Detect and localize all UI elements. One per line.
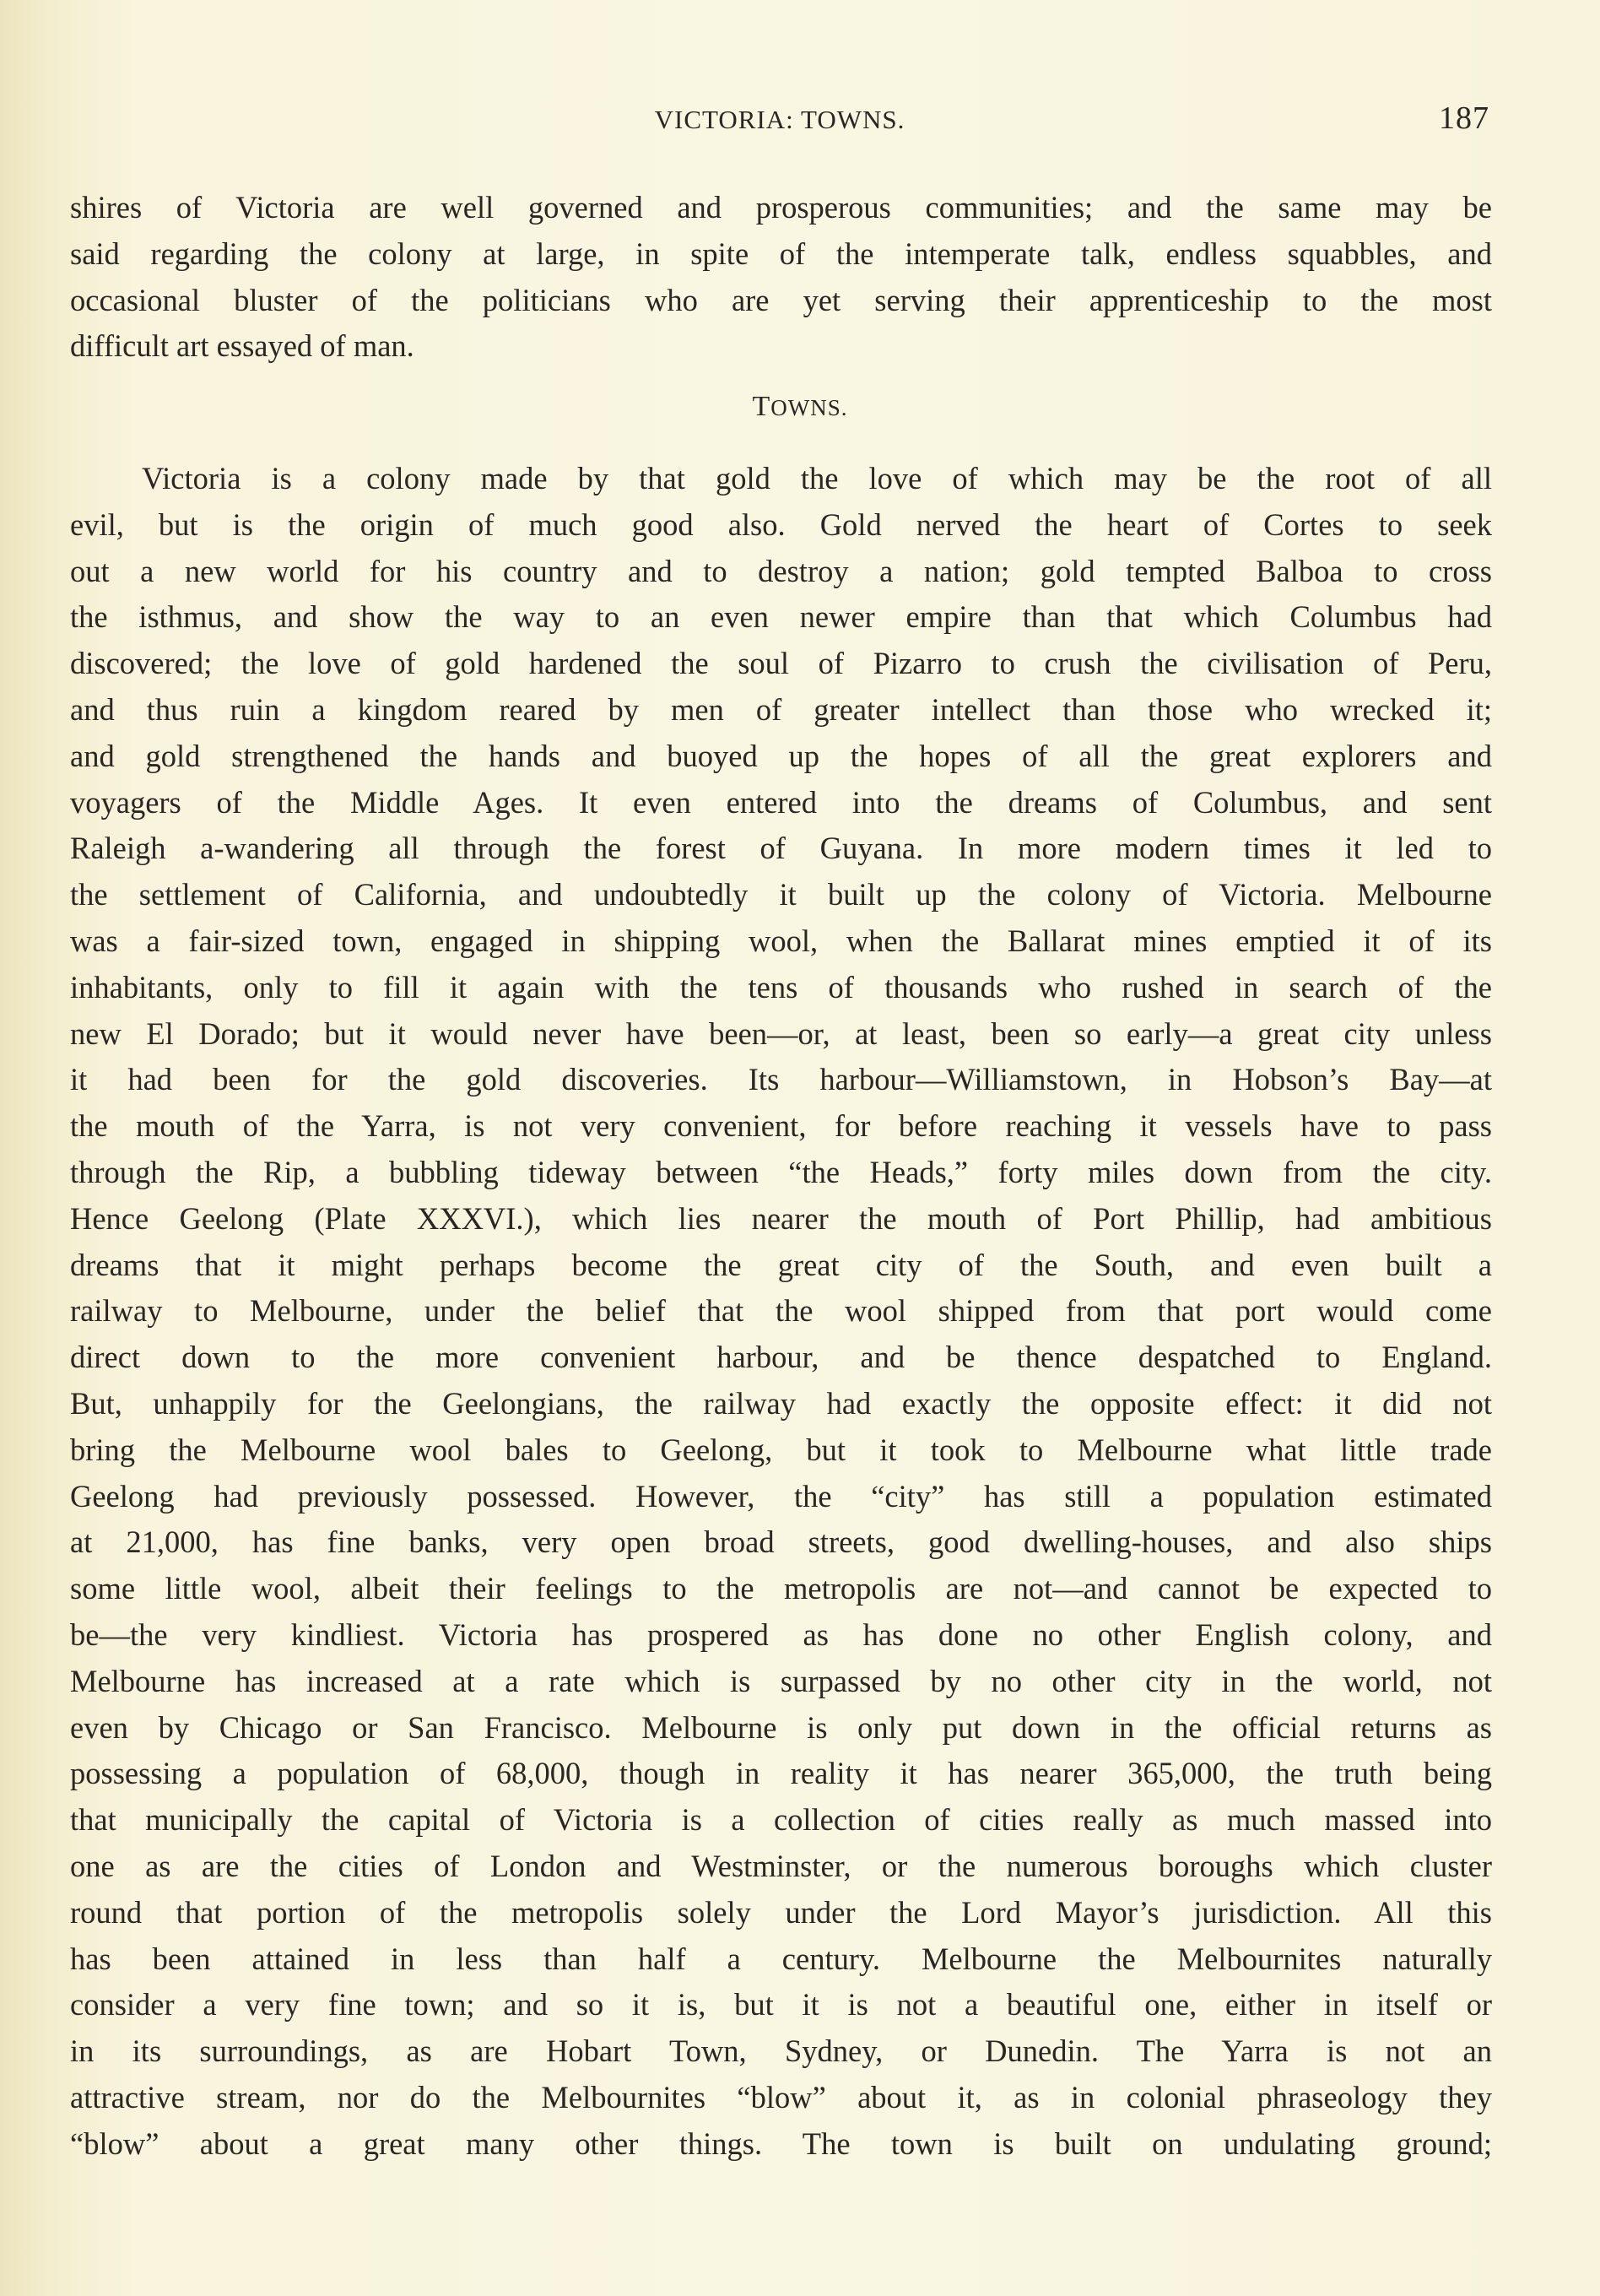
text-line: Raleigh a-wandering all through the forest of Guyana. In more modern times it led to: [70, 831, 1492, 866]
text-line: railway to Melbourne, under the belief that the wool shipped from that port would come: [70, 1293, 1492, 1329]
text-line: dreams that it might perhaps become the great city of the South, and even built a: [70, 1247, 1492, 1282]
text-line: be—the very kindliest. Victoria has prospered as has done no other English colony, and: [70, 1616, 1492, 1652]
heading-smallcaps: OWNS.: [770, 395, 848, 420]
text-line: attractive stream, nor do the Melbournites “blow” about it, as in colonial phraseology they: [70, 2079, 1492, 2115]
text-line: the settlement of California, and undoubtedly it built up the colony of Victoria. Melbourne: [70, 877, 1492, 912]
text-line: even by Chicago or San Francisco. Melbourne is only put down in the official returns as: [70, 1709, 1492, 1745]
paragraph-towns: [70, 456, 1492, 2167]
text-line: difficult art essayed of man.: [70, 328, 414, 364]
text-line: at 21,000, has fine banks, very open broad streets, good dwelling-houses, and also ships: [70, 1524, 1492, 1560]
text-line: bring the Melbourne wool bales to Geelong, but it took to Melbourne what little trade: [70, 1432, 1492, 1467]
text-line: round that portion of the metropolis solely under the Lord Mayor’s jurisdiction. All this: [70, 1894, 1492, 1930]
text-line: and gold strengthened the hands and buoyed up the hopes of all the great explorers and: [70, 738, 1492, 773]
text-line: occasional bluster of the politicians who are yet serving their apprenticeship to the most: [70, 282, 1492, 317]
text-line: out a new world for his country and to destroy a nation; gold tempted Balboa to cross: [70, 553, 1492, 588]
text-line: has been attained in less than half a century. Melbourne the Melbournites naturally: [70, 1941, 1492, 1976]
text-line: new El Dorado; but it would never have been—or, at least, been so early—a great city unless: [70, 1015, 1492, 1051]
text-line: the isthmus, and show the way to an even newer empire than that which Columbus had: [70, 599, 1492, 635]
running-head: [70, 100, 1489, 142]
heading-initial: T: [752, 391, 771, 422]
text-line: Hence Geelong (Plate XXXVI.), which lies nearer the mouth of Port Phillip, had ambitious: [70, 1200, 1492, 1236]
text-line: in its surroundings, as are Hobart Town, Sydney, or Dunedin. The Yarra is not an: [70, 2033, 1492, 2069]
text-line: it had been for the gold discoveries. Its harbour—Williamstown, in Hobson’s Bay—at: [70, 1062, 1492, 1097]
text-line: said regarding the colony at large, in spite of the intemperate talk, endless squabbles, and: [70, 236, 1492, 271]
text-line: discovered; the love of gold hardened the soul of Pizarro to crush the civilisation of Peru,: [70, 646, 1492, 681]
text-line: Melbourne has increased at a rate which is surpassed by no other city in the world, not: [70, 1663, 1492, 1698]
paragraph-continued: [70, 185, 1492, 370]
page-number: 187: [1439, 100, 1489, 136]
section-heading-towns: [0, 391, 1600, 423]
text-line: was a fair-sized town, engaged in shipping wool, when the Ballarat mines emptied it of its: [70, 923, 1492, 958]
text-line: possessing a population of 68,000, though in reality it has nearer 365,000, the truth being: [70, 1756, 1492, 1791]
text-line: voyagers of the Middle Ages. It even entered into the dreams of Columbus, and sent: [70, 784, 1492, 820]
running-title: VICTORIA: TOWNS.: [654, 105, 905, 134]
text-line: consider a very fine town; and so it is, but it is not a beautiful one, either in itself or: [70, 1987, 1492, 2023]
text-line: “blow” about a great many other things. The town is built on undulating ground;: [70, 2125, 1492, 2161]
text-line: and thus ruin a kingdom reared by men of greater intellect than those who wrecked it;: [70, 691, 1492, 727]
text-line: through the Rip, a bubbling tideway between “the Heads,” forty miles down from the city.: [70, 1154, 1492, 1189]
text-line: Victoria is a colony made by that gold the love of which may be the root of all: [142, 461, 1492, 495]
text-line: direct down to the more convenient harbour, and be thence despatched to England.: [70, 1340, 1492, 1375]
text-line: shires of Victoria are well governed and prosperous communities; and the same may be: [70, 190, 1492, 225]
text-line: the mouth of the Yarra, is not very convenient, for before reaching it vessels have to pass: [70, 1108, 1492, 1144]
text-line: But, unhappily for the Geelongians, the railway had exactly the opposite effect: it did not: [70, 1385, 1492, 1421]
text-line: inhabitants, only to fill it again with the tens of thousands who rushed in search of the: [70, 969, 1492, 1004]
text-line: some little wool, albeit their feelings to the metropolis are not—and cannot be expected to: [70, 1571, 1492, 1606]
text-line: Geelong had previously possessed. However, the “city” has still a population estimated: [70, 1478, 1492, 1514]
text-line: one as are the cities of London and Westminster, or the numerous boroughs which cluster: [70, 1848, 1492, 1883]
text-line: evil, but is the origin of much good also. Gold nerved the heart of Cortes to seek: [70, 506, 1492, 542]
text-line: that municipally the capital of Victoria is a collection of cities really as much massed into: [70, 1802, 1492, 1838]
